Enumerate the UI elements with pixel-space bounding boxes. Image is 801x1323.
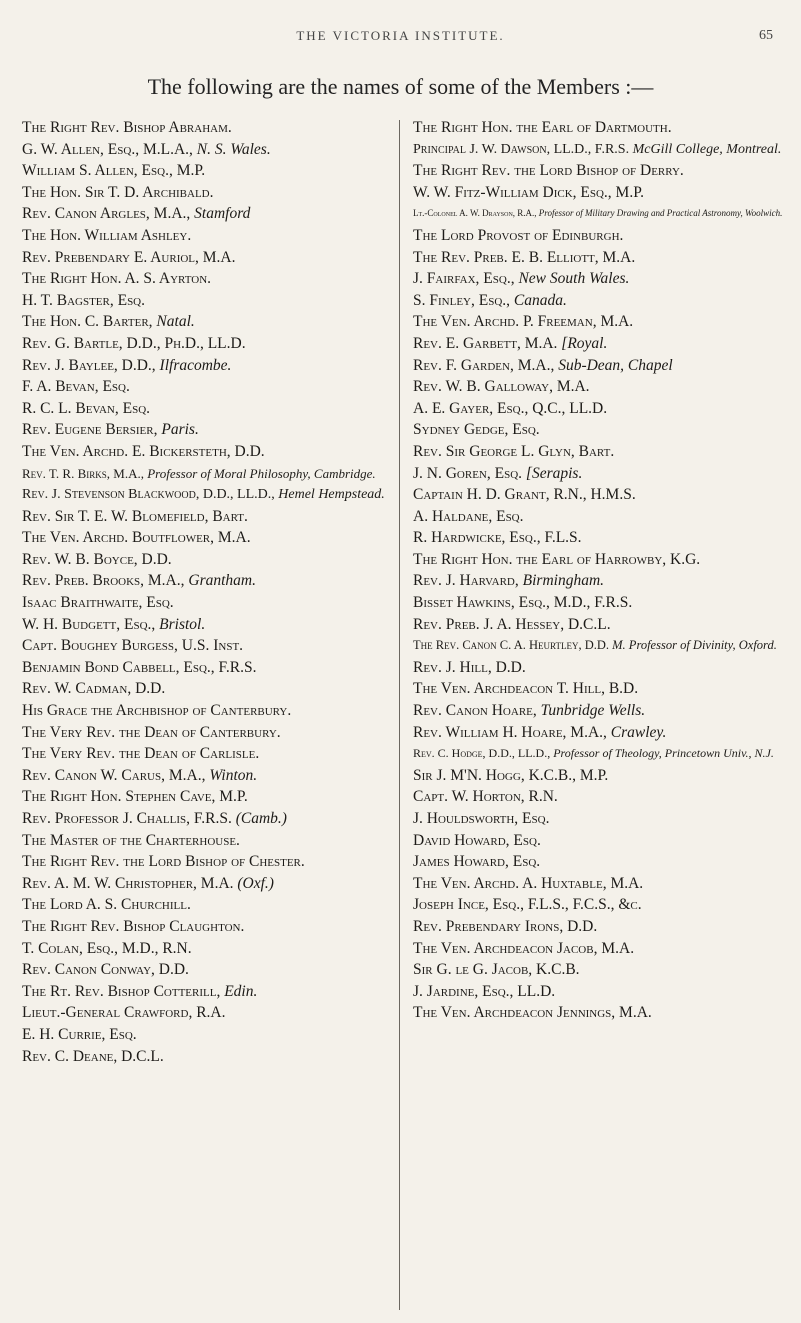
- member-note: N. S. Wales.: [196, 140, 271, 158]
- member-entry: [413, 570, 785, 591]
- member-name: Rev. W. B. Boyce, D.D.: [22, 550, 172, 568]
- member-name: Joseph Ince, Esq., F.L.S., F.C.S., &c.: [413, 896, 642, 914]
- member-entry: [413, 527, 785, 548]
- member-name: The Right Hon. the Earl of Dartmouth.: [413, 119, 672, 136]
- member-entry: [413, 894, 785, 915]
- member-name: J. Fairfax, Esq.,: [413, 270, 515, 288]
- member-name: F. A. Bevan, Esq.: [22, 378, 130, 396]
- member-entry: [413, 765, 785, 786]
- member-name: Capt. Boughey Burgess, U.S. Inst.: [22, 637, 244, 655]
- member-entry: [413, 808, 785, 829]
- member-note: Canada.: [513, 291, 567, 309]
- member-name: The Ven. Archd. P. Freeman, M.A.: [413, 313, 634, 331]
- member-entry: [413, 376, 785, 397]
- member-name: Rev. J. Baylee, D.D.,: [22, 356, 156, 374]
- member-name: The Rev. Canon C. A. Heurtley, D.D.: [413, 638, 610, 653]
- member-name: Rev. J. Harvard,: [413, 572, 519, 590]
- member-entry: [22, 139, 387, 160]
- member-entry: [413, 419, 785, 440]
- member-name: J. N. Goren, Esq.: [413, 464, 523, 482]
- member-name: The Right Hon. A. S. Ayrton.: [22, 270, 212, 288]
- member-name: The Ven. Archdeacon T. Hill, B.D.: [413, 680, 639, 698]
- member-entry: [22, 355, 387, 376]
- member-note: [Serapis.: [525, 464, 583, 482]
- member-name: Rev. T. R. Birks, M.A.,: [22, 465, 144, 481]
- member-entry: [22, 592, 387, 613]
- member-entry: [413, 851, 785, 872]
- member-name: The Hon. Sir T. D. Archibald.: [22, 183, 214, 201]
- member-name: Sir J. M'N. Hogg, K.C.B., M.P.: [413, 766, 609, 784]
- member-note: Edin.: [224, 982, 258, 1000]
- member-name: Rev. Prebendary Irons, D.D.: [413, 917, 598, 935]
- member-name: Rev. W. B. Galloway, M.A.: [413, 378, 590, 396]
- member-name: Rev. Prebendary E. Auriol, M.A.: [22, 248, 236, 266]
- member-entry: [22, 635, 387, 656]
- member-name: E. H. Currie, Esq.: [22, 1025, 137, 1043]
- member-entry: [22, 182, 387, 203]
- member-name: S. Finley, Esq.,: [413, 291, 511, 309]
- member-name: The Right Rev. Bishop Claughton.: [22, 917, 245, 935]
- member-name: Rev. Canon Argles, M.A.,: [22, 205, 191, 223]
- member-entry: [413, 938, 785, 959]
- member-name: The Ven. Archdeacon Jacob, M.A.: [413, 939, 635, 957]
- member-entry: [413, 678, 785, 699]
- member-note: Bristol.: [159, 615, 206, 633]
- member-entry: [413, 786, 785, 807]
- member-entry: [413, 139, 785, 160]
- member-name: The Right Hon. Stephen Cave, M.P.: [22, 788, 248, 806]
- member-entry: [413, 463, 785, 484]
- member-entry: [22, 786, 387, 807]
- member-entry: [413, 592, 785, 613]
- member-name: The Hon. C. Barter,: [22, 313, 153, 331]
- member-entry: [413, 290, 785, 311]
- member-entry: [22, 419, 387, 440]
- member-entry: [413, 830, 785, 851]
- member-name: Rev. J. Hill, D.D.: [413, 658, 526, 676]
- member-entry: [413, 182, 785, 203]
- member-name: Sir G. le G. Jacob, K.C.B.: [413, 961, 580, 979]
- member-entry: [413, 117, 785, 138]
- member-entry: [413, 203, 785, 224]
- member-note: Birmingham.: [522, 572, 605, 590]
- running-head-title: THE VICTORIA INSTITUTE.: [296, 28, 505, 43]
- member-name: Rev. G. Bartle, D.D., Ph.D., LL.D.: [22, 334, 246, 352]
- member-note: Sub-Dean, Chapel: [558, 356, 673, 374]
- member-name: Rev. Sir T. E. W. Blomefield, Bart.: [22, 507, 248, 525]
- member-name: R. C. L. Bevan, Esq.: [22, 399, 151, 417]
- member-note: McGill College, Montreal.: [632, 141, 782, 157]
- member-name: The Ven. Archd. E. Bickersteth, D.D.: [22, 442, 265, 460]
- member-entry: [22, 333, 387, 354]
- member-entry: [413, 311, 785, 332]
- member-entry: [22, 1024, 387, 1045]
- member-entry: [413, 700, 785, 721]
- member-note: Professor of Military Drawing and Practical Astronomy, Woolwich.: [538, 208, 783, 219]
- member-name: The Right Rev. Bishop Abraham.: [22, 119, 232, 136]
- member-name: The Right Rev. the Lord Bishop of Chester.: [22, 853, 305, 871]
- member-entry: [22, 1002, 387, 1023]
- member-note: Professor of Moral Philosophy, Cambridge.: [147, 465, 376, 481]
- member-entry: [413, 635, 785, 656]
- member-entry: [22, 765, 387, 786]
- member-name: Rev. F. Garden, M.A.,: [413, 356, 555, 374]
- member-entry: [22, 1046, 387, 1067]
- member-entry: [413, 959, 785, 980]
- member-name: The Lord Provost of Edinburgh.: [413, 226, 624, 244]
- member-entry: [22, 268, 387, 289]
- member-entry: [22, 700, 387, 721]
- member-name: The Master of the Charterhouse.: [22, 831, 240, 849]
- member-entry: [413, 657, 785, 678]
- member-name: The Right Rev. the Lord Bishop of Derry.: [413, 162, 684, 180]
- member-entry: [22, 830, 387, 851]
- member-name: The Very Rev. the Dean of Carlisle.: [22, 745, 260, 763]
- member-entry: [413, 333, 785, 354]
- member-name: W. W. Fitz-William Dick, Esq., M.P.: [413, 183, 644, 201]
- member-entry: [22, 808, 387, 829]
- member-note: Crawley.: [610, 723, 667, 741]
- member-entry: [22, 527, 387, 548]
- member-entry: [413, 981, 785, 1002]
- member-name: The Rev. Preb. E. B. Elliott, M.A.: [413, 248, 636, 266]
- member-name: The Very Rev. the Dean of Canterbury.: [22, 723, 281, 741]
- member-name: Rev. Eugene Bersier,: [22, 421, 158, 439]
- member-entry: [413, 247, 785, 268]
- member-entry: [22, 743, 387, 764]
- member-entry: [22, 873, 387, 894]
- member-note: Stamford: [194, 205, 251, 223]
- members-heading: The following are the names of some of the Members :—: [147, 74, 654, 99]
- member-name: Rev. Preb. J. A. Hessey, D.C.L.: [413, 615, 611, 633]
- member-entry: [22, 614, 387, 635]
- member-name: Rev. E. Garbett, M.A.: [413, 334, 558, 352]
- member-entry: [413, 549, 785, 570]
- member-name: David Howard, Esq.: [413, 831, 541, 849]
- member-entry: [22, 678, 387, 699]
- member-name: Isaac Braithwaite, Esq.: [22, 594, 174, 612]
- member-name: Principal J. W. Dawson, LL.D., F.R.S.: [413, 141, 630, 157]
- member-name: Rev. C. Deane, D.C.L.: [22, 1047, 164, 1065]
- member-name: Rev. Canon Conway, D.D.: [22, 961, 189, 979]
- member-name: Rev. Canon Hoare,: [413, 702, 537, 720]
- member-name: The Hon. William Ashley.: [22, 226, 192, 244]
- member-entry: [22, 441, 387, 462]
- member-entry: [413, 506, 785, 527]
- member-note: Professor of Theology, Princetown Univ., N.J.: [553, 746, 774, 761]
- member-note: Tunbridge Wells.: [540, 702, 646, 720]
- member-entry: [22, 203, 387, 224]
- member-entry: [22, 247, 387, 268]
- members-list-left: [22, 117, 387, 1067]
- member-name: G. W. Allen, Esq., M.L.A.,: [22, 140, 193, 158]
- member-entry: [22, 506, 387, 527]
- member-note: Natal.: [156, 313, 195, 331]
- member-entry: [22, 376, 387, 397]
- member-name: J. Houldsworth, Esq.: [413, 810, 550, 827]
- member-name: Rev. Preb. Brooks, M.A.,: [22, 572, 185, 590]
- member-entry: [22, 463, 387, 484]
- member-name: Lt.-Colonel A. W. Drayson, R.A.,: [413, 208, 537, 219]
- member-name: Benjamin Bond Cabbell, Esq., F.R.S.: [22, 658, 257, 676]
- member-note: Paris.: [161, 421, 199, 439]
- member-entry: [413, 160, 785, 181]
- member-note: New South Wales.: [518, 270, 630, 288]
- member-entry: [22, 722, 387, 743]
- member-name: James Howard, Esq.: [413, 853, 541, 871]
- member-name: The Rt. Rev. Bishop Cotterill,: [22, 982, 221, 1000]
- member-entry: [22, 981, 387, 1002]
- member-name: Sydney Gedge, Esq.: [413, 421, 540, 439]
- member-name: Rev. Sir George L. Glyn, Bart.: [413, 442, 615, 460]
- member-name: Bisset Hawkins, Esq., M.D., F.R.S.: [413, 594, 633, 612]
- running-head: [0, 28, 801, 48]
- member-note: Grantham.: [188, 572, 256, 590]
- member-entry: [413, 225, 785, 246]
- member-note: (Camb.): [235, 810, 287, 827]
- member-entry: [22, 570, 387, 591]
- member-name: The Lord A. S. Churchill.: [22, 896, 191, 914]
- member-name: William S. Allen, Esq., M.P.: [22, 162, 206, 180]
- member-entry: [22, 549, 387, 570]
- member-note: Winton.: [209, 766, 258, 784]
- members-list-right: [413, 117, 785, 1024]
- member-name: R. Hardwicke, Esq., F.L.S.: [413, 529, 582, 547]
- member-name: Capt. W. Horton, R.N.: [413, 788, 558, 806]
- member-entry: [22, 657, 387, 678]
- member-name: Rev. J. Stevenson Blackwood, D.D., LL.D.,: [22, 487, 275, 503]
- member-name: Captain H. D. Grant, R.N., H.M.S.: [413, 486, 636, 504]
- member-name: Rev. C. Hodge, D.D., LL.D.,: [413, 746, 551, 761]
- member-entry: [22, 117, 387, 138]
- member-entry: [413, 722, 785, 743]
- member-note: (Oxf.): [237, 874, 274, 892]
- member-name: Rev. A. M. W. Christopher, M.A.: [22, 874, 234, 892]
- member-name: H. T. Bagster, Esq.: [22, 291, 146, 309]
- member-name: The Ven. Archd. Boutflower, M.A.: [22, 529, 251, 547]
- member-name: The Ven. Archd. A. Huxtable, M.A.: [413, 874, 644, 892]
- member-name: Rev. Canon W. Carus, M.A.,: [22, 766, 206, 784]
- member-entry: [22, 959, 387, 980]
- member-name: Rev. Professor J. Challis, F.R.S.: [22, 810, 232, 827]
- member-entry: [413, 268, 785, 289]
- member-name: W. H. Budgett, Esq.,: [22, 615, 156, 633]
- member-name: Lieut.-General Crawford, R.A.: [22, 1004, 226, 1022]
- member-entry: [22, 290, 387, 311]
- member-name: Rev. W. Cadman, D.D.: [22, 680, 166, 698]
- member-note: Ilfracombe.: [159, 356, 232, 374]
- member-entry: [22, 938, 387, 959]
- member-note: [Royal.: [561, 334, 608, 352]
- member-name: A. Haldane, Esq.: [413, 507, 524, 525]
- member-entry: [22, 484, 387, 505]
- member-name: T. Colan, Esq., M.D., R.N.: [22, 939, 192, 957]
- member-entry: [22, 916, 387, 937]
- member-entry: [413, 916, 785, 937]
- member-entry: [413, 614, 785, 635]
- member-entry: [413, 398, 785, 419]
- member-entry: [22, 398, 387, 419]
- member-name: Rev. William H. Hoare, M.A.,: [413, 723, 607, 741]
- member-entry: [413, 484, 785, 505]
- member-entry: [413, 743, 785, 764]
- member-name: A. E. Gayer, Esq., Q.C., LL.D.: [413, 399, 608, 417]
- member-entry: [22, 311, 387, 332]
- member-note: M. Professor of Divinity, Oxford.: [612, 638, 777, 653]
- member-entry: [413, 441, 785, 462]
- member-entry: [22, 160, 387, 181]
- column-divider: [399, 120, 400, 1310]
- member-entry: [22, 894, 387, 915]
- member-entry: [413, 873, 785, 894]
- member-entry: [413, 1002, 785, 1023]
- member-note: Hemel Hempstead.: [278, 487, 385, 503]
- member-entry: [22, 851, 387, 872]
- member-name: The Right Hon. the Earl of Harrowby, K.G.: [413, 550, 701, 568]
- member-name: The Ven. Archdeacon Jennings, M.A.: [413, 1004, 652, 1022]
- page-number: 65: [759, 28, 773, 43]
- member-name: His Grace the Archbishop of Canterbury.: [22, 702, 292, 720]
- member-entry: [413, 355, 785, 376]
- member-entry: [22, 225, 387, 246]
- member-name: J. Jardine, Esq., LL.D.: [413, 982, 556, 1000]
